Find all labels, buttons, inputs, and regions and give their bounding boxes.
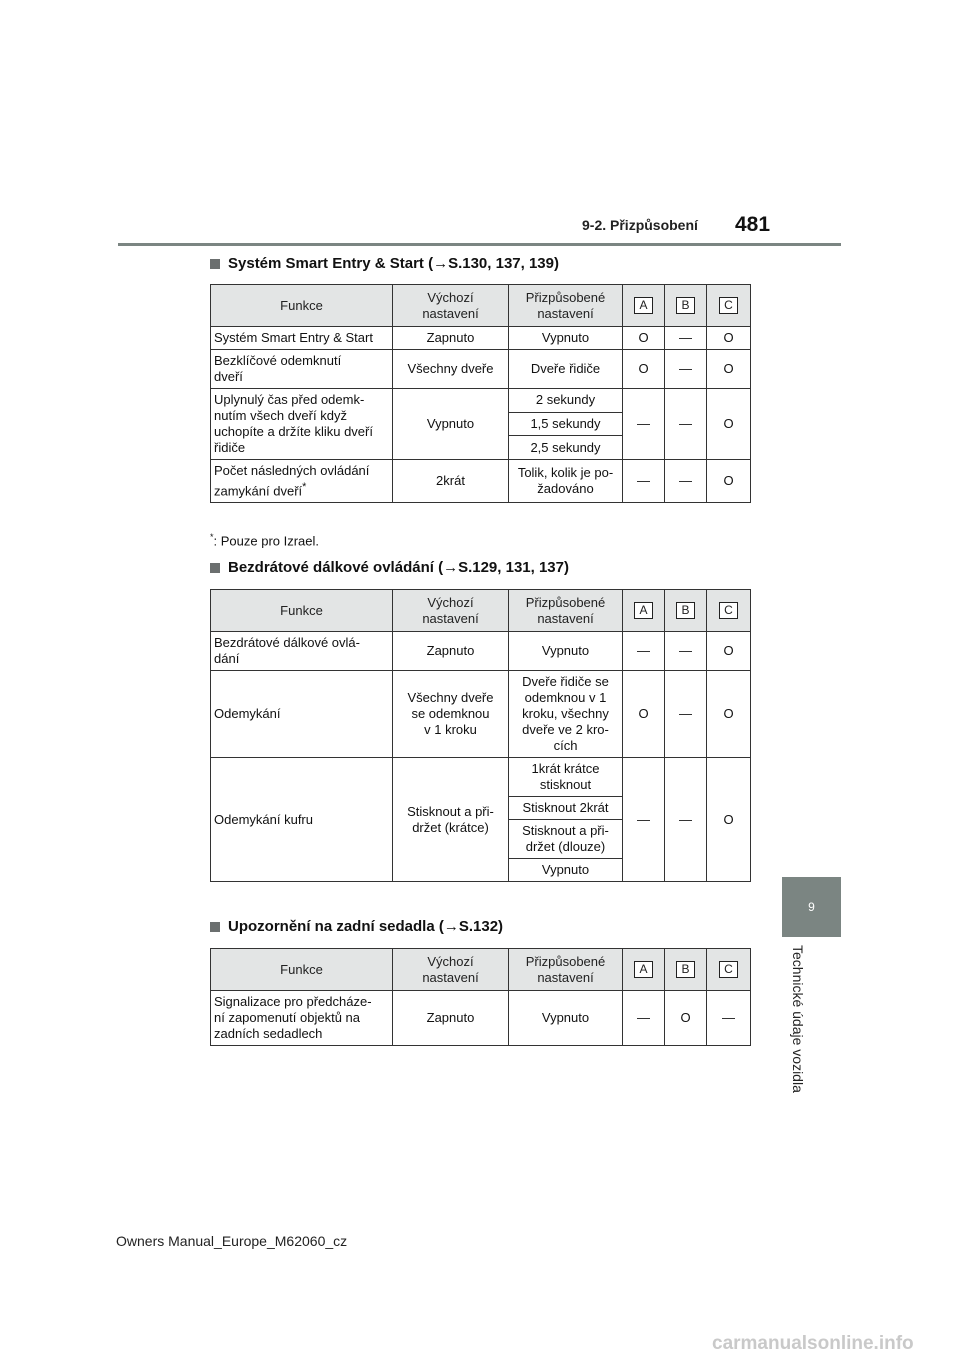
header-method-b [665,590,707,632]
header-method-c [707,949,751,991]
cell-custom: Stisknout 2krát [509,797,623,820]
cell-method-c: O [707,671,751,758]
footnote-mark: * [210,532,214,542]
cell-method-a: — [623,389,665,460]
section-title-rear-seat-reminder [210,918,503,935]
section-title-text: Bezdrátové dálkové ovládání (→S.129, 131, 137) [228,559,569,576]
cell-method-b: — [665,350,707,389]
cell-custom: Vypnuto [509,991,623,1046]
method-a-badge: A [634,961,653,978]
cell-default: Všechny dveře se odemknou v 1 kroku [393,671,509,758]
cell-custom: 2,5 sekundy [509,436,623,460]
cell-custom: Tolik, kolik je po- žadováno [509,460,623,503]
header-default: Výchozí nastavení [393,949,509,991]
section-title-remote-control [210,559,569,576]
table-header-row [211,949,751,991]
header-method-a [623,285,665,327]
cell-method-c: O [707,350,751,389]
cell-funkce: Odemykání [211,671,393,758]
cell-custom: Dveře řidiče se odemknou v 1 kroku, všechny dveře ve 2 kro- cích [509,671,623,758]
table-row [211,991,751,1046]
cell-default: Vypnuto [393,389,509,460]
cell-custom: Vypnuto [509,327,623,350]
cell-method-a: — [623,758,665,882]
cell-funkce: Uplynulý čas před odemk- nutím všech dveří když uchopíte a držíte kliku dveří řidiče [211,389,393,460]
cell-funkce: Signalizace pro předcháze- ní zapomenutí objektů na zadních sedadlech [211,991,393,1046]
cell-method-c: O [707,389,751,460]
cell-default: Všechny dveře [393,350,509,389]
cell-method-a: O [623,350,665,389]
table-row [211,671,751,758]
header-method-c [707,590,751,632]
cell-method-b: — [665,460,707,503]
header-custom: Přizpůsobené nastavení [509,590,623,632]
cell-method-b: — [665,671,707,758]
square-bullet-icon [210,922,220,932]
cell-funkce: Bezklíčové odemknutí dveří [211,350,393,389]
method-a-badge: A [634,297,653,314]
chapter-title: Technické údaje vozidla [790,945,806,1093]
cell-method-b: — [665,632,707,671]
cell-method-b: — [665,758,707,882]
header-funkce: Funkce [211,590,393,632]
table-header-row [211,285,751,327]
header-method-a [623,590,665,632]
settings-table-rear-seat-reminder [210,948,751,1046]
cell-funkce: Odemykání kufru [211,758,393,882]
method-b-badge: B [676,297,695,314]
cell-method-a: — [623,632,665,671]
table-row [211,350,751,389]
header-method-b [665,949,707,991]
cell-method-a: — [623,991,665,1046]
cell-custom: Vypnuto [509,859,623,882]
header-funkce: Funkce [211,285,393,327]
cell-funkce: Systém Smart Entry & Start [211,327,393,350]
cell-custom: Stisknout a při- držet (dlouze) [509,820,623,859]
cell-default: 2krát [393,460,509,503]
method-b-badge: B [676,602,695,619]
cell-funkce: Počet následných ovládání zamykání dveří* [211,460,393,503]
method-c-badge: C [719,602,738,619]
section-title-text: Systém Smart Entry & Start (→S.130, 137, 139) [228,255,559,272]
cell-method-a: O [623,327,665,350]
table-row [211,632,751,671]
cell-default: Zapnuto [393,991,509,1046]
watermark: carmanualsonline.info [712,1333,914,1354]
cell-method-b: — [665,327,707,350]
section-title-text: Upozornění na zadní sedadla (→S.132) [228,918,504,935]
footnote-mark: * [302,481,307,493]
cell-custom: 1krát krátce stisknout [509,758,623,797]
cell-custom: 2 sekundy [509,389,623,413]
table-row [211,389,751,413]
cell-custom: Vypnuto [509,632,623,671]
manual-footer: Owners Manual_Europe_M62060_cz [116,1233,348,1249]
header-divider [118,243,841,246]
method-a-badge: A [634,602,653,619]
method-c-badge: C [719,297,738,314]
footnote [210,532,319,548]
header-default: Výchozí nastavení [393,285,509,327]
section-heading: 9-2. Přizpůsobení [582,217,698,233]
header-custom: Přizpůsobené nastavení [509,285,623,327]
cell-default: Zapnuto [393,632,509,671]
header-default: Výchozí nastavení [393,590,509,632]
cell-custom: 1,5 sekundy [509,412,623,436]
section-title-smart-entry [210,255,559,272]
cell-method-c: O [707,327,751,350]
table-row [211,327,751,350]
cell-method-b: — [665,389,707,460]
footnote-text: : Pouze pro Izrael. [213,533,320,549]
cell-method-c: O [707,460,751,503]
page-number: 481 [735,213,771,236]
header-custom: Přizpůsobené nastavení [509,949,623,991]
cell-funkce: Bezdrátové dálkové ovlá- dání [211,632,393,671]
header-method-a [623,949,665,991]
table-row [211,460,751,503]
table-header-row [211,590,751,632]
chapter-tab: 9 [782,877,841,937]
cell-method-c: — [707,991,751,1046]
square-bullet-icon [210,259,220,269]
settings-table-smart-entry [210,284,751,503]
header-method-c [707,285,751,327]
table-row [211,758,751,797]
cell-method-c: O [707,758,751,882]
settings-table-remote-control [210,589,751,882]
cell-method-a: O [623,671,665,758]
cell-method-b: O [665,991,707,1046]
cell-default: Stisknout a při- držet (krátce) [393,758,509,882]
header-method-b [665,285,707,327]
cell-custom: Dveře řidiče [509,350,623,389]
cell-method-c: O [707,632,751,671]
cell-default: Zapnuto [393,327,509,350]
method-c-badge: C [719,961,738,978]
cell-method-a: — [623,460,665,503]
square-bullet-icon [210,563,220,573]
header-funkce: Funkce [211,949,393,991]
method-b-badge: B [676,961,695,978]
